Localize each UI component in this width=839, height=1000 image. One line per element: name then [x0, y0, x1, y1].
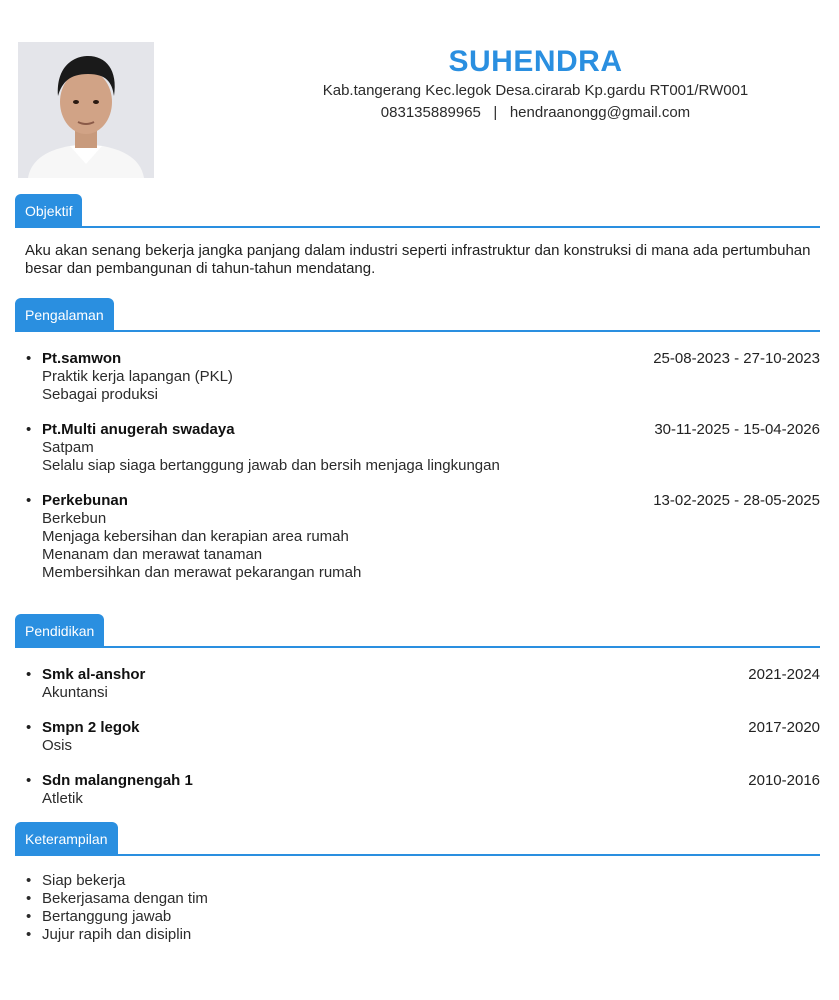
candidate-name: SUHENDRA	[448, 45, 623, 78]
employment-dates: 30-11-2025 - 15-04-2026	[654, 421, 820, 438]
skills-header	[15, 820, 820, 856]
job-detail: Sebagai produksi	[42, 386, 158, 403]
job-detail: Menanam dan merawat tanaman	[42, 546, 263, 563]
job-detail: Berkebun	[42, 510, 107, 527]
resume-header	[160, 44, 839, 124]
contact-line	[232, 102, 839, 124]
experience-item	[15, 421, 820, 475]
school-name: • Smpn 2 legok	[42, 719, 140, 736]
education-item	[15, 719, 820, 755]
job-detail: Membersihkan dan merawat pekarangan rumah	[42, 564, 362, 581]
company-name: • Perkebunan	[42, 492, 128, 509]
contact-separator: |	[493, 104, 498, 121]
school-name: • Smk al-anshor	[42, 666, 146, 683]
skills-section	[15, 820, 820, 944]
education-item	[15, 666, 820, 702]
objective-text: Aku akan senang bekerja jangka panjang dalam industri seperti infrastruktur dan konstruksi di mana ada pertumbuhan besar dan pembangunan di tahun-tahun mendatang.	[25, 242, 811, 277]
email-address: hendraanongg@gmail.com	[509, 104, 691, 121]
person-portrait-icon	[18, 42, 154, 178]
skill-item: • Jujur rapih dan disiplin	[15, 926, 820, 944]
skill-item: • Siap bekerja	[15, 872, 820, 890]
education-tab: Pendidikan	[15, 614, 104, 648]
school-name: • Sdn malangnengah 1	[42, 772, 193, 789]
job-detail: Satpam	[42, 439, 94, 456]
phone-number: 083135889965	[380, 104, 481, 121]
profile-photo	[18, 42, 154, 178]
company-name: • Pt.samwon	[42, 350, 122, 367]
experience-item	[15, 492, 820, 582]
company-name: • Pt.Multi anugerah swadaya	[42, 421, 235, 438]
objective-tab: Objektif	[15, 194, 82, 228]
school-detail: Atletik	[42, 790, 83, 807]
job-detail: Menjaga kebersihan dan kerapian area rumah	[42, 528, 349, 545]
employment-dates: 13-02-2025 - 28-05-2025	[653, 492, 820, 509]
education-header	[15, 612, 820, 648]
skills-list	[15, 872, 820, 944]
school-years: 2010-2016	[748, 772, 820, 789]
school-detail: Akuntansi	[42, 684, 108, 701]
education-list	[15, 666, 820, 808]
experience-item	[15, 350, 820, 404]
education-section	[15, 612, 820, 825]
school-detail: Osis	[42, 737, 72, 754]
education-item	[15, 772, 820, 808]
school-years: 2021-2024	[748, 666, 820, 683]
experience-list	[15, 350, 820, 582]
experience-tab: Pengalaman	[15, 298, 114, 332]
school-years: 2017-2020	[748, 719, 820, 736]
employment-dates: 25-08-2023 - 27-10-2023	[653, 350, 820, 367]
skills-tab: Keterampilan	[15, 822, 118, 856]
experience-section	[15, 296, 820, 599]
objective-section	[15, 192, 820, 278]
job-detail: Praktik kerja lapangan (PKL)	[42, 368, 233, 385]
objective-header	[15, 192, 820, 228]
experience-header	[15, 296, 820, 332]
skill-item: • Bertanggung jawab	[15, 908, 820, 926]
job-detail: Selalu siap siaga bertanggung jawab dan bersih menjaga lingkungan	[42, 457, 500, 474]
skill-item: • Bekerjasama dengan tim	[15, 890, 820, 908]
address-line: Kab.tangerang Kec.legok Desa.cirarab Kp.gardu RT001/RW001	[322, 82, 749, 99]
